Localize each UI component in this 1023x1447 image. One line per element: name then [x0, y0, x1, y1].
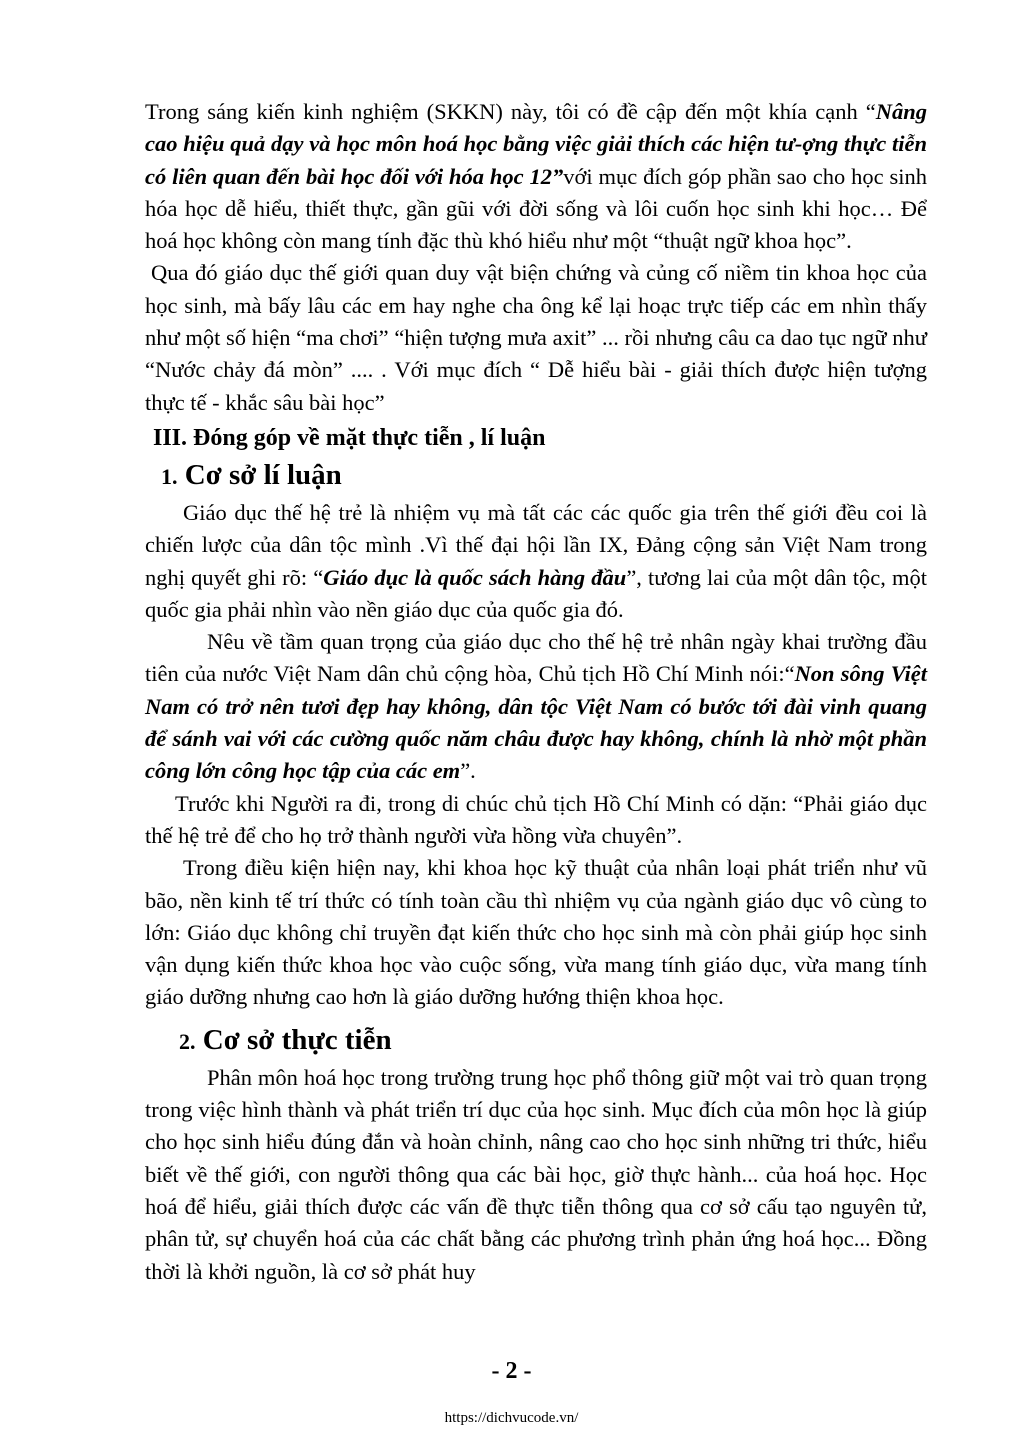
page-content — [145, 96, 927, 1288]
subsection-1-title: Cơ sở lí luận — [184, 458, 342, 491]
subsection-heading-2 — [145, 1020, 927, 1062]
paragraph-quote-emphasis: Non sông Việt Nam có trở nên tươi đẹp hay không, dân tộc Việt Nam có bước tới đài vinh quang để sánh vai với các cường quốc năm châu được hay không, chính là nhờ một phần công lớn công học tập của các em — [145, 661, 927, 784]
paragraph-intro — [145, 96, 927, 257]
paragraph-intro-text-1: Trong sáng kiến kinh nghiệm (SKKN) này, tôi có đề cập đến một khía cạnh “ — [145, 99, 876, 124]
paragraph-intro-emphasis: Nâng cao hiệu quả dạy và học môn hoá học bằng việc giải thích các hiện tư-ợng thực tiễn có liên quan đến bài học đối với hóa học 12 — [145, 99, 927, 189]
paragraph-education-strategy-text-2: ”, tương lai của một dân tộc, một quốc gia phải nhìn vào nền giáo dục của quốc gia đó. — [145, 564, 927, 622]
paragraph-chemistry-role: Phân môn hoá học trong trường trung học phổ thông giữ một vai trò quan trọng trong việc hình thành và phát triển trí dục của học sinh. Mục đích của môn học là giúp cho học sinh hiểu đúng đắn và hoàn chỉnh, nâng cao cho học sinh những tri thức, hiểu biết về thế giới, con người thông qua các bài học, giờ thực hành... của hoá học. Học hoá để hiểu, giải thích được các vấn đề thực tiễn thông qua cơ sở cấu tạo nguyên tử, phân tử, sự chuyển hoá của các chất bằng các phương trình phản ứng hoá học... Đồng thời là khởi nguồn, là cơ sở phát huy — [145, 1064, 927, 1284]
paragraph-ho-chi-minh-quote — [145, 626, 927, 787]
subsection-2-title: Cơ sở thực tiễn — [202, 1023, 392, 1056]
paragraph-current-conditions: Trong điều kiện hiện nay, khi khoa học kỹ thuật của nhân loại phát triển như vũ bão, nền kinh tế trí thức có tính toàn cầu thì nhiệm vụ của ngành giáo dục vô cùng to lớn: Giáo dục không chỉ truyền đạt kiến thức cho học sinh mà còn phải giúp học sinh vận dụng kiến thức khoa học vào cuộc sống, vừa mang tính giáo dục, vừa mang tính giáo dưỡng nhưng cao hơn là giáo dưỡng hướng thiện khoa học. — [145, 855, 927, 1010]
paragraph-testament: Trước khi Người ra đi, trong di chúc chủ tịch Hồ Chí Minh có dặn: “Phải giáo dục thế hệ trẻ để cho họ trở thành người vừa hồng vừa chuyên”. — [145, 790, 927, 848]
page-number: - 2 - — [491, 1358, 532, 1384]
paragraph-education-strategy — [145, 497, 927, 626]
paragraph-education-strategy-emphasis: Giáo dục là quốc sách hàng đầu — [323, 564, 627, 590]
subsection-heading-1 — [145, 455, 927, 497]
paragraph-intro-text-2: với mục đích góp phần sao cho học sinh hóa học dễ hiểu, thiết thực, gần gũi với đời sống và lôi cuốn học sinh khi học… Để hoá học không còn mang tính đặc thù khó hiểu như một “thuật ngữ khoa học”. — [145, 163, 928, 254]
subsection-2-number: 2. — [179, 1028, 196, 1054]
footer-url[interactable]: https://dichvucode.vn/ — [444, 1410, 579, 1426]
paragraph-education-strategy-text-1: Giáo dục thế hệ trẻ là nhiệm vụ mà tất các các quốc gia trên thế giới đều coi là chiến lược của dân tộc mình .Vì thế đại hội lần IX, Đảng cộng sản Việt Nam trong nghị quyết ghi rõ: “ — [145, 499, 927, 590]
paragraph-quote-text-1: Nêu về tầm quan trọng của giáo dục cho thế hệ trẻ nhân ngày khai trường đầu tiên của nước Việt Nam dân chủ cộng hòa, Chủ tịch Hồ Chí Minh nói:“ — [145, 629, 927, 687]
subsection-1-number: 1. — [161, 463, 178, 489]
paragraph-quote-text-2: ”. — [460, 758, 476, 784]
paragraph-intro-quote-close: ” — [552, 163, 564, 189]
paragraph-worldview: Qua đó giáo dục thế giới quan duy vật biện chứng và củng cố niềm tin khoa học của học sinh, mà bấy lâu các em hay nghe cha ông kể lại hoạc trực tiếp các em nhìn thấy như một số hiện “ma chơi” “hiện tượng mưa axit” ... rồi nhưng câu ca dao tục ngữ như “Nước chảy đá mòn” .... . Với mục đích “ Dễ hiểu bài - giải thích được hiện tượng thực tế - khắc sâu bài học” — [145, 260, 927, 415]
section-heading-iii: III. Đóng góp về mặt thực tiễn , lí luận — [153, 424, 546, 451]
